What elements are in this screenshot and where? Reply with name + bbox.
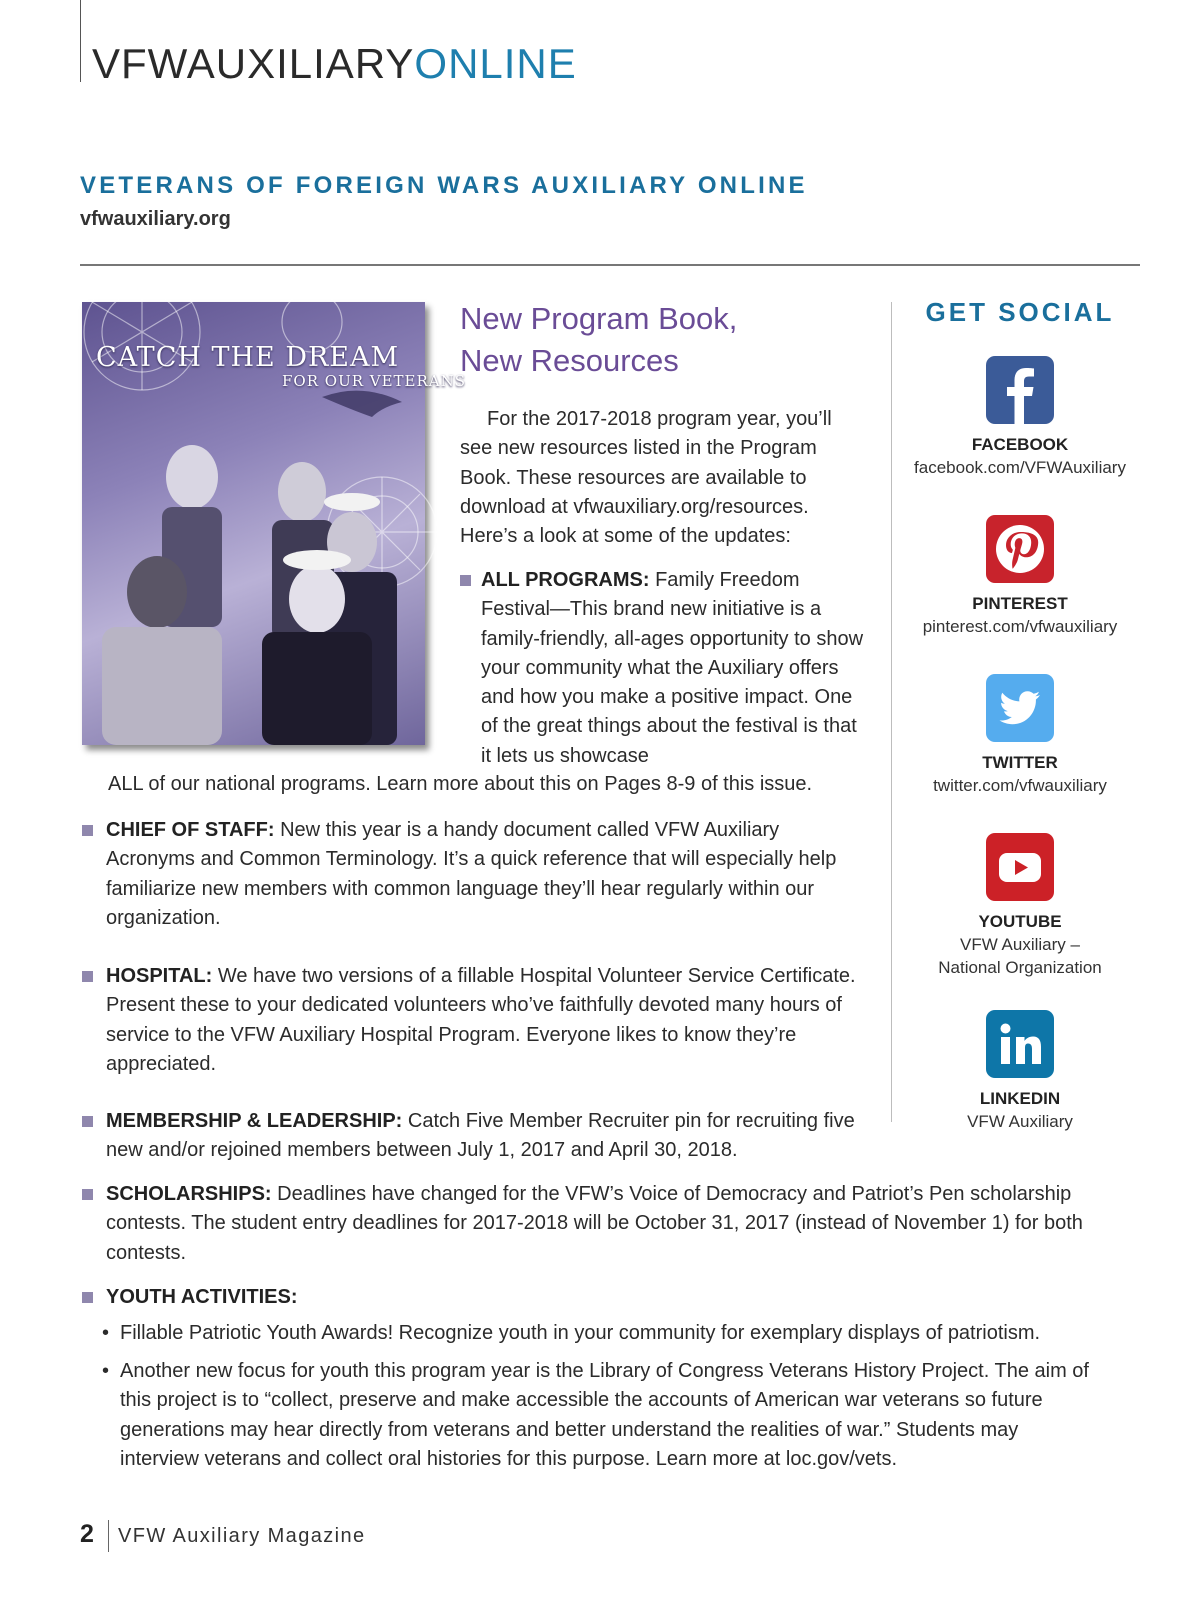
twitter-icon[interactable]	[986, 674, 1054, 742]
get-social-title: GET SOCIAL	[925, 297, 1115, 327]
masthead-part1: VFWAUXILIARY	[92, 40, 415, 87]
bullet-square-icon	[82, 971, 93, 982]
article-intro	[460, 405, 860, 551]
social-link[interactable]: VFW Auxiliary	[967, 1112, 1073, 1131]
bullet-all-programs-continued: ALL of our national programs. Learn more about this on Pages 8-9 of this issue.	[108, 773, 813, 795]
social-twitter[interactable]	[895, 674, 1145, 797]
bullet-label: YOUTH ACTIVITIES:	[106, 1286, 298, 1308]
pinterest-icon[interactable]	[986, 515, 1054, 583]
bullet-text: Family Freedom Festival—This brand new initiative is a family-friendly, all-ages opportunity to show your community what the Auxiliary offers and how you make a positive impact. One of the great things about the festival is that it lets us showcase	[481, 569, 864, 767]
bullet-text: We have two versions of a fillable Hospital Volunteer Service Certificate. Present these to your dedicated volunteers who’ve faithfully devoted many hours of service to the VFW Auxiliary Hospital Program. Everyone likes to know they’re appreciated.	[106, 965, 856, 1075]
bullet-membership-leadership	[82, 1107, 872, 1166]
bullet-square-icon	[82, 1189, 93, 1200]
youtube-icon[interactable]	[986, 833, 1054, 901]
social-link[interactable]: facebook.com/VFWAuxiliary	[914, 458, 1126, 477]
social-pinterest[interactable]	[895, 515, 1145, 638]
bullet-square-icon	[82, 1116, 93, 1127]
bullet-label: SCHOLARSHIPS:	[106, 1183, 272, 1205]
section-title: VETERANS OF FOREIGN WARS AUXILIARY ONLINE	[80, 172, 808, 199]
headline-line-1: New Program Book,	[460, 301, 738, 336]
social-linkedin[interactable]	[895, 1010, 1145, 1133]
divider	[80, 264, 1140, 266]
bullet-label: MEMBERSHIP & LEADERSHIP:	[106, 1110, 403, 1132]
social-youtube[interactable]	[895, 833, 1145, 979]
page-number: 2	[80, 1520, 94, 1548]
bullet-square-icon	[82, 825, 93, 836]
bullet-chief-of-staff	[82, 816, 862, 933]
social-link-line-1[interactable]: VFW Auxiliary –	[960, 935, 1080, 954]
bullet-square-icon	[460, 575, 471, 586]
bullet-text: Deadlines have changed for the VFW’s Voice of Democracy and Patriot’s Pen scholarship contests. The student entry deadlines for 2017-2018 will be October 31, 2017 (instead of November 1) for both contests.	[106, 1183, 1083, 1264]
facebook-icon[interactable]	[986, 356, 1054, 424]
bullet-scholarships	[82, 1180, 1142, 1268]
social-link[interactable]: pinterest.com/vfwauxiliary	[922, 617, 1118, 636]
cover-subtitle: FOR OUR VETERANS	[282, 372, 467, 390]
youth-subitem-text: Another new focus for youth this program year is the Library of Congress Veterans History Project. The aim of this project is to “collect, preserve and make accessible the accounts of American war veterans so future generations may hear directly from veterans and better understand the realities of war.” Students may interview veterans and collect oral histories for this purpose. Learn more at loc.gov/vets.	[120, 1360, 1089, 1470]
bullet-all-programs	[460, 566, 870, 771]
social-name: LINKEDIN	[979, 1089, 1061, 1108]
intro-paragraph: For the 2017-2018 program year, you’ll see new resources listed in the Program Book. These resources are available to download at vfwauxiliary.org/resources. Here’s a look at some of the updates:	[460, 408, 832, 548]
article-headline	[460, 298, 880, 382]
social-name: FACEBOOK	[971, 435, 1069, 454]
masthead-part2: ONLINE	[414, 40, 577, 87]
youth-subitem	[102, 1357, 1102, 1474]
bullet-label: HOSPITAL:	[106, 965, 213, 987]
social-link[interactable]: twitter.com/vfwauxiliary	[933, 776, 1107, 795]
social-name: TWITTER	[982, 753, 1058, 772]
social-name: PINTEREST	[972, 594, 1068, 613]
social-link-line-2[interactable]: National Organization	[938, 958, 1102, 977]
magazine-title: VFW Auxiliary Magazine	[118, 1525, 366, 1547]
section-url[interactable]: vfwauxiliary.org	[80, 208, 231, 230]
bullet-text: Catch Five Member Recruiter pin for recruiting five new and/or rejoined members between July 1, 2017 and April 30, 2018.	[106, 1110, 855, 1162]
headline-line-2: New Resources	[460, 343, 679, 378]
bullet-youth-activities	[82, 1283, 1142, 1312]
youth-subitem-text: Fillable Patriotic Youth Awards! Recognize youth in your community for exemplary displays of patriotism.	[120, 1322, 1041, 1344]
dot-bullet-icon: •	[102, 1360, 110, 1382]
social-facebook[interactable]	[895, 356, 1145, 479]
linkedin-icon[interactable]	[986, 1010, 1054, 1078]
sidebar-divider	[891, 302, 892, 1122]
bullet-label: CHIEF OF STAFF:	[106, 819, 275, 841]
bullet-label: ALL PROGRAMS:	[481, 569, 650, 591]
program-book-cover-image	[82, 302, 467, 745]
youth-subitem	[102, 1319, 1102, 1348]
footer-divider	[108, 1520, 109, 1552]
social-name: YOUTUBE	[978, 912, 1062, 931]
bullet-text: New this year is a handy document called VFW Auxiliary Acronyms and Common Terminology. It’s a quick reference that will especially help familiarize new members with common language they’ll hear regularly within our organization.	[106, 819, 837, 929]
bullet-hospital	[82, 962, 872, 1079]
masthead-rule	[80, 0, 81, 82]
cover-title: CATCH THE DREAM	[96, 342, 400, 373]
bullet-square-icon	[82, 1292, 93, 1303]
masthead	[92, 40, 577, 88]
dot-bullet-icon: •	[102, 1322, 110, 1344]
